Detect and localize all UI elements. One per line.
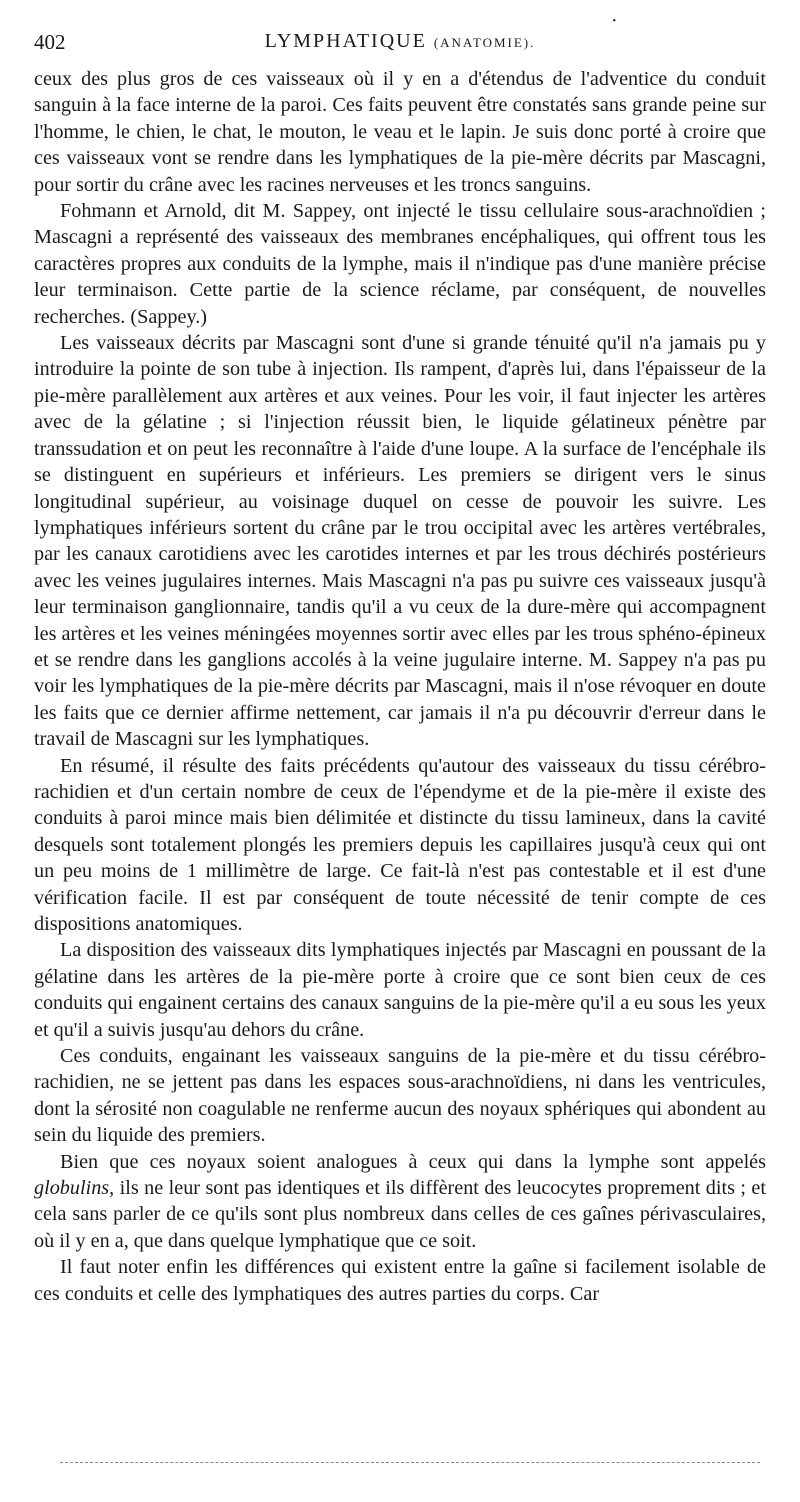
paragraph-8: Il faut noter enfin les différences qui existent entre la gaîne si facilement isolable de ces conduits et celle des lymphatiques des autres parties du corps. Car [34,1256,766,1305]
paragraph-7-start: Bien que ces noyaux soient analogues à ceux qui dans la lymphe sont appelés [60,1150,766,1173]
corner-mark: • [612,16,616,27]
paragraph-1: ceux des plus gros de ces vaisseaux où il y en a d'étendus de l'adventice du conduit sanguin à la face interne de la paroi. Ces faits peuvent être constatés sans grande peine sur l'homme, le chien, le chat, le mouton, le veau et le lapin. Je suis donc porté à croire que ces vaisseaux vont se rendre dans les lymphatiques de la pie-mère décrits par Mascagni, pour sortir du crâne avec les racines nerveuses et les troncs sanguins. [34,68,766,196]
page-header [34,16,766,58]
page-number: 402 [34,30,66,54]
paragraph-2: Fohmann et Arnold, dit M. Sappey, ont injecté le tissu cellulaire sous-arachnoïdien ; Mascagni a représenté des vaisseaux des membranes encéphaliques, qui offrent tous les caractères propres aux conduits de la lymphe, mais il n'indique pas d'une manière précise leur terminaison. Cette partie de la science réclame, par conséquent, de nouvelles recherches. (Sappey.) [34,200,766,328]
body-text [34,66,766,1307]
paragraph-7 [34,1149,766,1255]
paragraph-3: Les vaisseaux décrits par Mascagni sont d'une si grande ténuité qu'il n'a jamais pu y introduire la pointe de son tube à injection. Ils rampent, d'après lui, dans l'épaisseur de la pie-mère parallèlement aux artères et aux veines. Pour les voir, il faut injecter les artères avec de la gélatine ; si l'injection réussit bien, le liquide gélatineux pénètre par transsudation et on peut les reconnaître à l'aide d'une loupe. A la surface de l'encéphale ils se distinguent en supérieurs et inférieurs. Les premiers se dirigent vers le sinus longitudinal supérieur, au voisinage duquel on cesse de pouvoir les suivre. Les lymphatiques inférieurs sortent du crâne par le trou occipital avec les artères vertébrales, par les canaux carotidiens avec les carotides internes et par les trous déchirés postérieurs avec les veines jugulaires internes. Mais Mascagni n'a pas pu suivre ces vaisseaux jusqu'à leur terminaison ganglionnaire, tandis qu'il a vu ceux de la dure-mère qui accompagnent les artères et les veines méningées moyennes sortir avec elles par les trous sphéno-épineux et se rendre dans les ganglions accolés à la veine jugulaire interne. M. Sappey n'a pas pu voir les lymphatiques de la pie-mère décrits par Mascagni, mais il n'ose révoquer en doute les faits que ce dernier affirme nettement, car jamais il n'a pu découvrir d'erreur dans le travail de Mascagni sur les lymphatiques. [34,332,766,751]
paragraph-4: En résumé, il résulte des faits précédents qu'autour des vaisseaux du tissu cérébro-rachidien et d'un certain nombre de ceux de l'épendyme et de la pie-mère il existe des conduits à paroi mince mais bien délimitée et distincte du tissu lamineux, dans la cavité desquels sont totalement plongés les premiers depuis les capillaires jusqu'à ceux qui ont un peu moins de 1 millimètre de large. Ce fait-là n'est pas contestable et il est d'une vérification facile. Il est par conséquent de toute nécessité de tenir compte de ces dispositions anatomiques. [34,754,766,935]
footer-rule [60,1462,760,1463]
running-head [34,30,766,53]
running-title: LYMPHATIQUE [264,30,427,52]
paragraph-7-end: , ils ne leur sont pas identiques et ils diffèrent des leucocytes proprement dits ; et cela sans parler de ce qu'ils sont plus nombreux dans celles de ces gaînes périvasculaires, où il y en a, que dans quelque lymphatique que ce soit. [34,1177,766,1252]
paragraph-5: La disposition des vaisseaux dits lymphatiques injectés par Mascagni en poussant de la gélatine dans les artères de la pie-mère porte à croire que ce sont bien ceux de ces conduits qui engainent certains des canaux sanguins de la pie-mère qu'il a eu sous les yeux et qu'il a suivis jusqu'au dehors du crâne. [34,939,766,1041]
italic-term: globulins [34,1177,110,1200]
running-subtitle: (ANATOMIE). [433,35,536,50]
paragraph-6: Ces conduits, engainant les vaisseaux sanguins de la pie-mère et du tissu cérébro-rachidien, ne se jettent pas dans les espaces sous-arachnoïdiens, ni dans les ventricules, dont la sérosité non coagulable ne renferme aucun des noyaux sphériques qui abondent au sein du liquide des premiers. [34,1045,766,1147]
